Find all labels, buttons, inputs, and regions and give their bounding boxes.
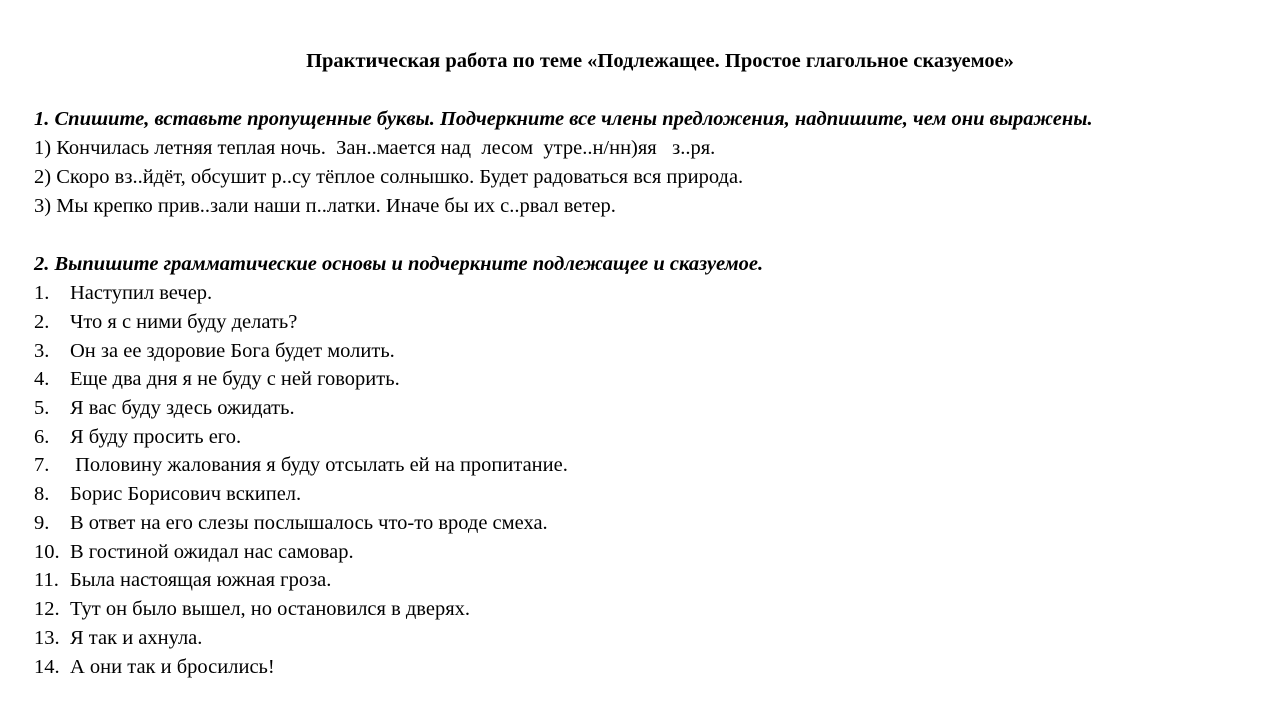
list-item [34, 279, 212, 307]
list-item [34, 595, 470, 623]
list-item-number: 2. [34, 311, 50, 333]
list-item [34, 308, 297, 336]
list-item [34, 423, 241, 451]
list-item [34, 653, 275, 681]
list-item-number: 9. [34, 512, 50, 534]
list-item [34, 394, 295, 422]
list-item [34, 337, 395, 365]
list-item-text: Я буду просить его. [70, 426, 242, 448]
list-item-text: Борис Борисович вскипел. [70, 483, 302, 505]
list-item-text: В ответ на его слезы послышалось что-то вроде смеха. [70, 512, 548, 534]
list-item-text: Что я с ними буду делать? [70, 311, 298, 333]
list-item [34, 509, 548, 537]
list-item-number: 4. [34, 368, 50, 390]
page-title: Практическая работа по теме «Подлежащее. Простое глагольное сказуемое» [306, 50, 1014, 72]
list-item-number: 14. [34, 656, 60, 678]
list-item-text: Он за ее здоровие Бога будет молить. [70, 340, 395, 362]
list-item-number: 5. [34, 397, 50, 419]
list-item-number: 6. [34, 426, 50, 448]
task2-heading: 2. Выпишите грамматические основы и подчеркните подлежащее и сказуемое. [34, 253, 764, 275]
list-item-text: Еще два дня я не буду с ней говорить. [70, 368, 400, 390]
list-item [34, 451, 568, 479]
list-item-text: Половину жалования я буду отсылать ей на пропитание. [70, 454, 568, 476]
list-item-text: Была настоящая южная гроза. [70, 569, 332, 591]
list-item [34, 480, 301, 508]
list-item-number: 8. [34, 483, 50, 505]
list-item-number: 11. [34, 569, 59, 591]
list-item [34, 538, 354, 566]
task1-heading: 1. Спишите, вставьте пропущенные буквы. Подчеркните все члены предложения, надпишите, чем они выражены. [34, 108, 1093, 130]
list-item [34, 566, 331, 594]
list-item-text: Наступил вечер. [70, 282, 213, 304]
list-item-text: В гостиной ожидал нас самовар. [70, 541, 354, 563]
list-item [34, 624, 202, 652]
task1-sentence: 3) Мы крепко прив..зали наши п..латки. Иначе бы их с..рвал ветер. [34, 195, 616, 217]
list-item-text: А они так и бросились! [70, 656, 275, 678]
list-item-number: 13. [34, 627, 60, 649]
task1-sentence: 1) Кончилась летняя теплая ночь. Зан..мается над лесом утре..н/нн)яя з..ря. [34, 137, 716, 159]
list-item-number: 12. [34, 598, 60, 620]
list-item-number: 7. [34, 454, 50, 476]
list-item-text: Я так и ахнула. [70, 627, 203, 649]
task1-sentence: 2) Скоро вз..йдёт, обсушит р..су тёплое солнышко. Будет радоваться вся природа. [34, 166, 744, 188]
list-item [34, 365, 400, 393]
list-item-number: 1. [34, 282, 50, 304]
list-item-text: Тут он было вышел, но остановился в дверях. [70, 598, 471, 620]
list-item-number: 3. [34, 340, 50, 362]
list-item-text: Я вас буду здесь ожидать. [70, 397, 295, 419]
list-item-number: 10. [34, 541, 60, 563]
